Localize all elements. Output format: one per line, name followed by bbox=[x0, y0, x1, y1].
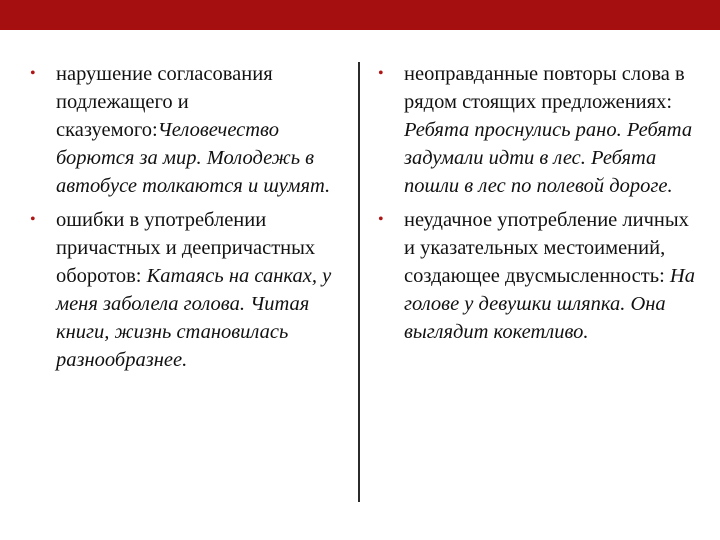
left-column bbox=[30, 60, 340, 380]
list-item bbox=[378, 60, 698, 200]
right-column bbox=[378, 60, 698, 352]
item-label: ошибки в употреблении причастных и деепричастных оборотов: bbox=[56, 209, 316, 287]
column-divider bbox=[358, 62, 360, 502]
item-example: Человечество борются за мир. Молодежь в автобусе толкаются и шумят. bbox=[56, 119, 331, 197]
item-label: неоправданные повторы слова в рядом стоящих предложениях: bbox=[404, 63, 685, 113]
bullet-icon: • bbox=[30, 211, 36, 228]
top-header-bar bbox=[0, 0, 720, 30]
bullet-icon: • bbox=[378, 65, 384, 82]
item-example: На голове у девушки шляпка. Она выглядит кокетливо. bbox=[404, 265, 695, 343]
item-example: Катаясь на санках, у меня заболела голова. Читая книги, жизнь становилась разнообразнее. bbox=[56, 265, 332, 371]
item-label: неудачное употребление личных и указательных местоимений, создающее двусмысленность: bbox=[404, 209, 689, 287]
list-item bbox=[378, 206, 698, 346]
bullet-icon: • bbox=[30, 65, 36, 82]
item-label: нарушение согласования подлежащего и сказуемого: bbox=[56, 63, 273, 141]
bullet-icon: • bbox=[378, 211, 384, 228]
item-example: Ребята проснулись рано. Ребята задумали идти в лес. Ребята пошли в лес по полевой дороге. bbox=[404, 119, 693, 197]
list-item bbox=[30, 206, 340, 374]
list-item bbox=[30, 60, 340, 200]
